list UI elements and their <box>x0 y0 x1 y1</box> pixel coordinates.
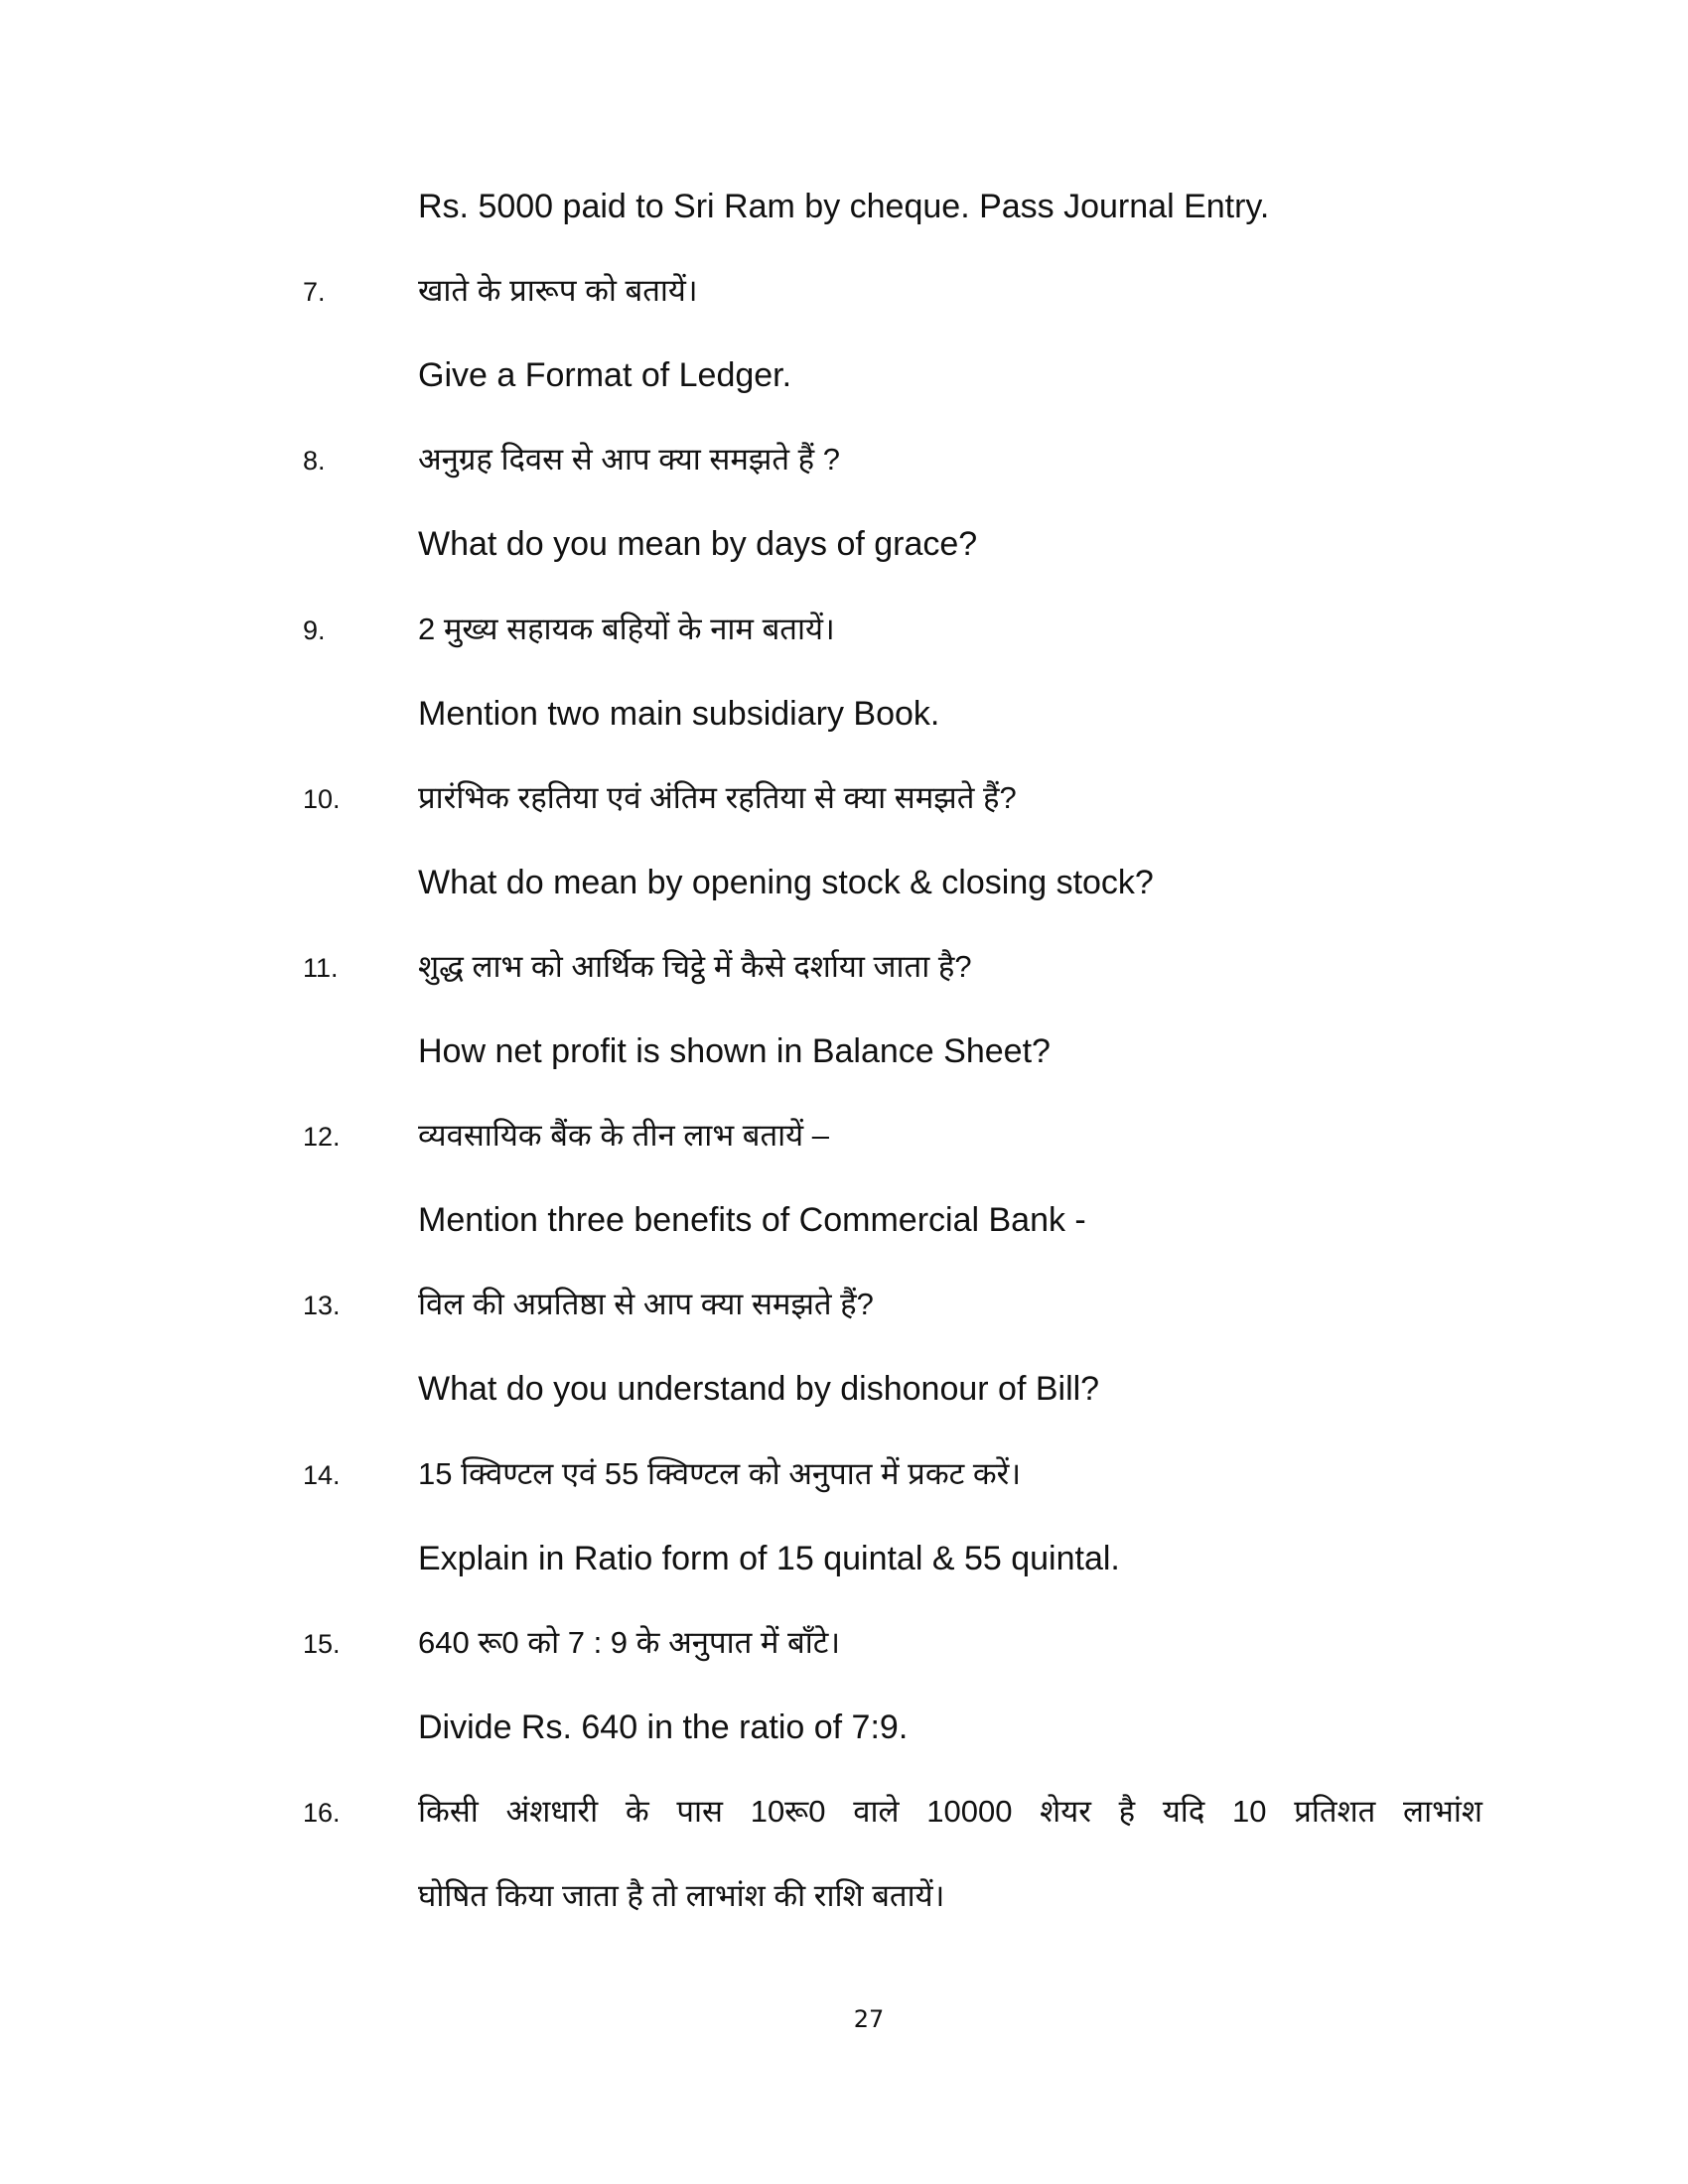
question-text-hindi: 640 रू0 को 7 : 9 के अनुपात में बाँटे। <box>418 1624 841 1660</box>
question-text-english: Mention three benefits of Commercial Bank - <box>418 1201 1086 1240</box>
question-text-english: What do you understand by dishonour of Bill? <box>418 1370 1100 1409</box>
question-text-hindi: विल की अप्रतिष्ठा से आप क्या समझते हैं? <box>418 1287 874 1322</box>
question-translation-line <box>0 185 1688 228</box>
question-line <box>0 1452 1688 1496</box>
question-text-english: How net profit is shown in Balance Sheet? <box>418 1032 1051 1070</box>
question-translation-line <box>0 1537 1688 1580</box>
question-text-hindi: प्रारंभिक रहतिया एवं अंतिम रहतिया से क्या समझते हैं? <box>418 779 1017 815</box>
question-number: 12. <box>303 1122 341 1153</box>
question-translation-line <box>0 861 1688 904</box>
question-text-hindi: व्यवसायिक बैंक के तीन लाभ बतायें – <box>418 1118 829 1154</box>
question-number: 9. <box>303 614 326 645</box>
question-text-hindi: शुद्ध लाभ को आर्थिक चिट्ठे में कैसे दर्शाया जाता है? <box>418 948 972 984</box>
question-translation-line <box>0 353 1688 397</box>
question-line <box>0 1621 1688 1665</box>
question-line <box>0 945 1688 989</box>
question-line <box>0 608 1688 651</box>
question-text-hindi: किसी अंशधारी के पास 10रू0 वाले 10000 शेयर है यदि 10 प्रतिशत लाभांश <box>418 1793 1482 1829</box>
question-line <box>0 269 1688 313</box>
question-number: 13. <box>303 1291 341 1321</box>
question-text-english: Divide Rs. 640 in the ratio of 7:9. <box>418 1707 909 1746</box>
question-number: 15. <box>303 1628 341 1659</box>
question-text-hindi: 15 क्विण्टल एवं 55 क्विण्टल को अनुपात में प्रकट करें। <box>418 1455 1022 1491</box>
question-text-english: Explain in Ratio form of 15 quintal & 55 quintal. <box>418 1539 1120 1577</box>
question-line <box>0 776 1688 820</box>
question-text-english: What do mean by opening stock & closing stock? <box>418 863 1154 901</box>
question-text-hindi: घोषित किया जाता है तो लाभांश की राशि बतायें। <box>418 1878 945 1913</box>
question-translation-line <box>0 1029 1688 1073</box>
question-translation-line <box>0 1198 1688 1242</box>
question-number: 8. <box>303 446 326 477</box>
question-text-english: Rs. 5000 paid to Sri Ram by cheque. Pass Journal Entry. <box>418 188 1270 225</box>
question-line <box>0 1790 1688 1834</box>
question-text-english: What do you mean by days of grace? <box>418 525 978 564</box>
question-line <box>0 438 1688 481</box>
question-line <box>0 1283 1688 1326</box>
question-number: 7. <box>303 277 326 308</box>
question-text-english: Mention two main subsidiary Book. <box>418 694 940 733</box>
question-text-hindi: खाते के प्रारूप को बतायें। <box>418 273 698 309</box>
question-translation-line <box>0 522 1688 566</box>
question-translation-line <box>0 1706 1688 1749</box>
question-text-english: Give a Format of Ledger. <box>418 356 792 395</box>
question-number: 16. <box>303 1797 341 1828</box>
question-number: 14. <box>303 1459 341 1490</box>
question-text-hindi: अनुग्रह दिवस से आप क्या समझते हैं ? <box>418 442 840 478</box>
page-number: 27 <box>853 2005 885 2033</box>
question-text-hindi: 2 मुख्य सहायक बहियों के नाम बतायें। <box>418 611 835 646</box>
question-line <box>0 1114 1688 1158</box>
question-translation-line <box>0 1367 1688 1411</box>
question-number: 10. <box>303 783 341 814</box>
question-translation-line <box>0 692 1688 736</box>
question-translation-line <box>0 1874 1688 1918</box>
question-number: 11. <box>303 952 339 983</box>
